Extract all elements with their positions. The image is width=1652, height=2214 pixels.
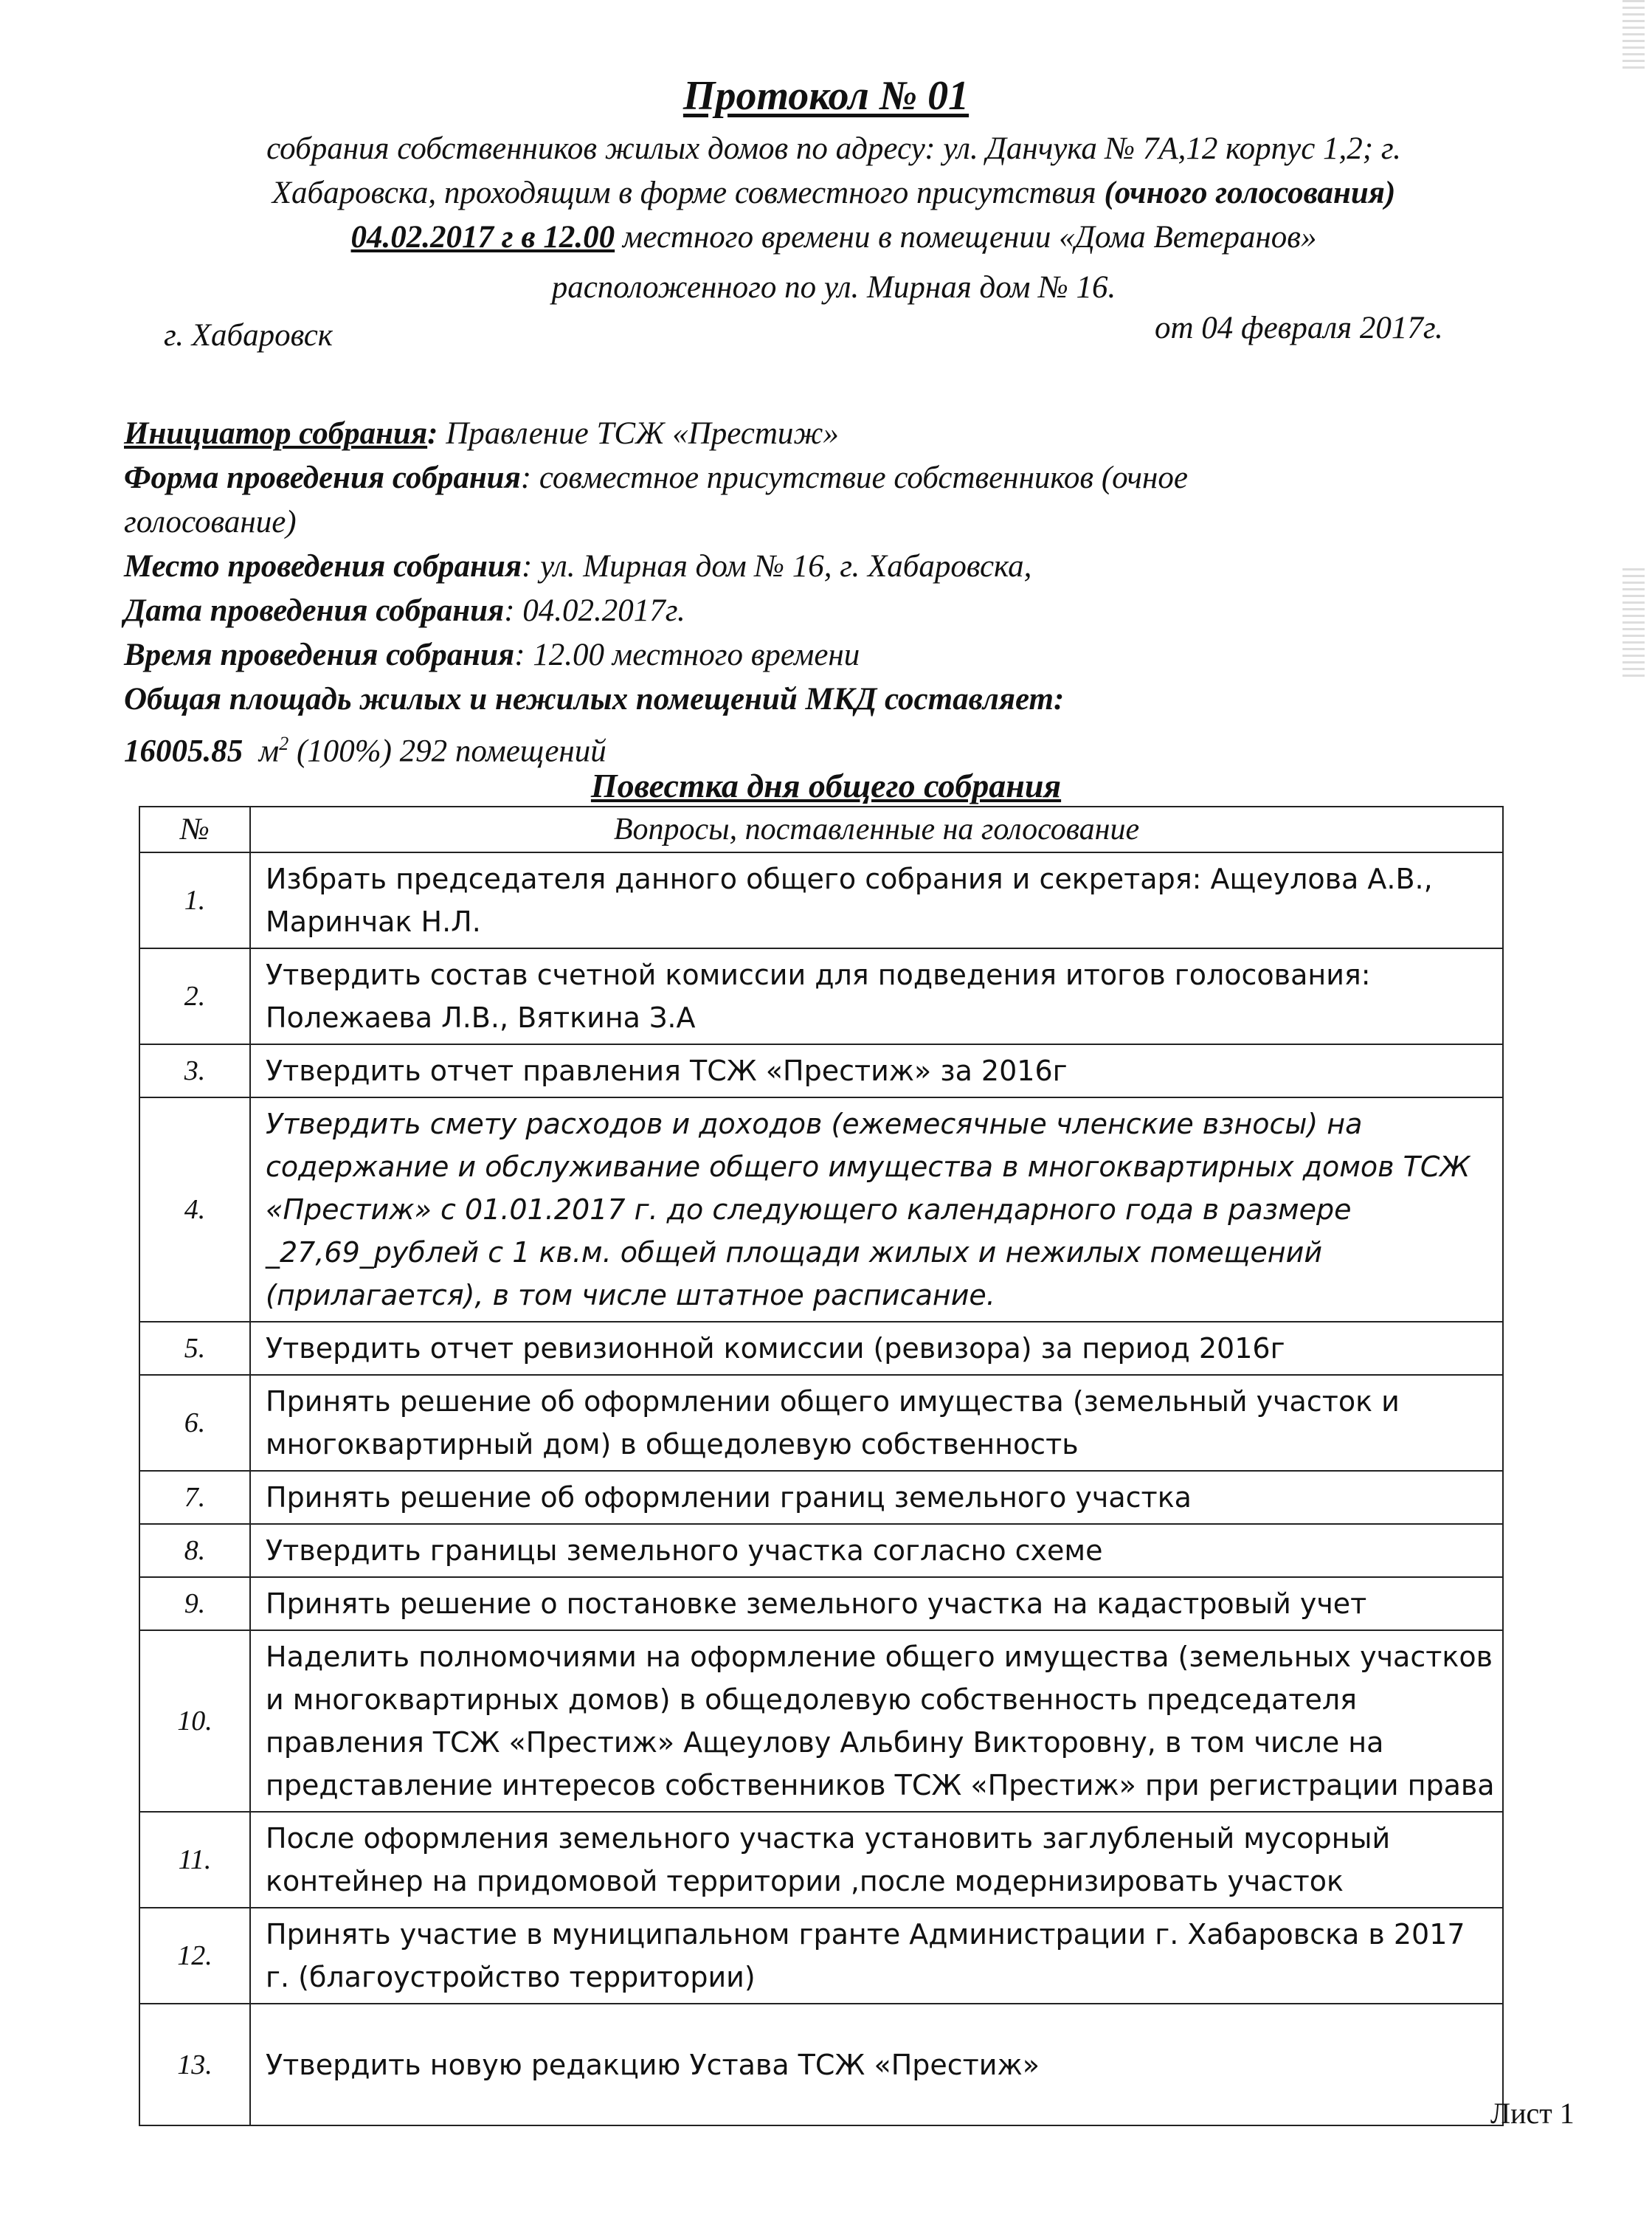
agenda-row-text: Утвердить границы земельного участка согласно схеме — [250, 1524, 1503, 1577]
agenda-row-text: Наделить полномочиями на оформление общего имущества (земельных участков и многоквартирных домов) в общедолевую собственность председателя правления ТСЖ «Престиж» Ащеулову Альбину Викторовну, в том числе на представление интересов собственников ТСЖ «Престиж» при регистрации права — [250, 1630, 1503, 1812]
initiator-line: Инициатор собрания: Правление ТСЖ «Престиж» — [124, 416, 839, 451]
agenda-row-text: Избрать председателя данного общего собрания и секретаря: Ащеулова А.В., Маринчак Н.Л. — [250, 852, 1503, 948]
place-line: Место проведения собрания: ул. Мирная дом № 16, г. Хабаровска, — [124, 549, 1032, 584]
agenda-row — [139, 852, 1503, 948]
agenda-row — [139, 2004, 1503, 2125]
document-header — [96, 127, 1572, 310]
form-label: Форма проведения собрания — [124, 461, 521, 495]
protocol-date: от 04 февраля 2017г. — [1155, 311, 1443, 345]
time-value: 12.00 местного времени — [525, 638, 860, 672]
area-unit-sup: 2 — [279, 733, 289, 754]
time-line: Время проведения собрания: 12.00 местного времени — [124, 638, 860, 672]
agenda-row — [139, 1630, 1503, 1812]
header-line-3-text: местного времени в помещении «Дома Ветеранов» — [615, 220, 1317, 255]
agenda-row-text: Утвердить смету расходов и доходов (ежемесячные членские взносы) на содержание и обслуживание общего имущества в многоквартирных домов ТСЖ «Престиж» с 01.01.2017 г. до следующего календарного года в размере _27,69_рублей с 1 кв.м. общей площади жилых и нежилых помещений (прилагается), в том числе штатное расписание. — [250, 1097, 1503, 1322]
time-label: Время проведения собрания — [124, 638, 515, 672]
agenda-row-num: 1. — [139, 852, 250, 948]
header-line-4: расположенного по ул. Мирная дом № 16. — [551, 270, 1116, 305]
agenda-row-text: Принять решение о постановке земельного участка на кадастровый учет — [250, 1577, 1503, 1630]
form-line-2: голосование) — [124, 505, 297, 539]
document-title: Протокол № 01 — [682, 73, 970, 119]
agenda-row-num: 6. — [139, 1375, 250, 1471]
agenda-row — [139, 1577, 1503, 1630]
date-line: Дата проведения собрания: 04.02.2017г. — [124, 593, 685, 628]
agenda-row — [139, 1044, 1503, 1097]
agenda-table — [139, 806, 1504, 2126]
agenda-row-text: После оформления земельного участка установить заглубленый мусорный контейнер на придомовой территории ,после модернизировать участок — [250, 1812, 1503, 1908]
agenda-row-text: Принять участие в муниципальном гранте Администрации г. Хабаровска в 2017 г. (благоустройство территории) — [250, 1908, 1503, 2004]
area-value: 16005.85 — [124, 734, 243, 769]
agenda-row — [139, 1812, 1503, 1908]
page-number: Лист 1 — [1490, 2097, 1575, 2130]
header-line-2-bold: (очного голосования) — [1104, 176, 1396, 210]
agenda-row — [139, 1524, 1503, 1577]
agenda-row — [139, 1097, 1503, 1322]
agenda-row-text: Утвердить состав счетной комиссии для подведения итогов голосования: Полежаева Л.В., Вяткина З.А — [250, 948, 1503, 1044]
header-line-2 — [96, 171, 1572, 215]
place-label: Место проведения собрания — [124, 549, 522, 584]
col-num-header: № — [139, 807, 250, 852]
agenda-row-num: 11. — [139, 1812, 250, 1908]
initiator-value: Правление ТСЖ «Престиж» — [438, 416, 839, 451]
city: г. Хабаровск — [164, 318, 333, 353]
agenda-row-num: 2. — [139, 948, 250, 1044]
area-label-line: Общая площадь жилых и нежилых помещений МКД составляет: — [124, 682, 1065, 717]
agenda-row-num: 9. — [139, 1577, 250, 1630]
agenda-row — [139, 948, 1503, 1044]
agenda-row-num: 12. — [139, 1908, 250, 2004]
scan-edge-noise-top — [1622, 0, 1645, 70]
agenda-row — [139, 1322, 1503, 1375]
header-line-2-text: Хабаровска, проходящим в форме совместного присутствия — [272, 176, 1105, 210]
header-line-1: собрания собственников жилых домов по адресу: ул. Данчука № 7А,12 корпус 1,2; г. — [266, 131, 1401, 166]
agenda-row-num: 3. — [139, 1044, 250, 1097]
initiator-label: Инициатор собрания — [124, 416, 428, 451]
agenda-row-text: Принять решение об оформлении общего имущества (земельный участок и многоквартирный дом) в общедолевую собственность — [250, 1375, 1503, 1471]
agenda-row — [139, 1375, 1503, 1471]
agenda-row-num: 8. — [139, 1524, 250, 1577]
agenda-row-text: Принять решение об оформлении границ земельного участка — [250, 1471, 1503, 1524]
agenda-row-text: Утвердить отчет правления ТСЖ «Престиж» за 2016г — [250, 1044, 1503, 1097]
area-rest: (100%) 292 помещений — [288, 734, 606, 769]
meeting-datetime: 04.02.2017 г в 12.00 — [350, 220, 615, 255]
area-unit: м — [258, 734, 280, 769]
scan-edge-noise-mid — [1622, 568, 1645, 679]
agenda-row-num: 10. — [139, 1630, 250, 1812]
agenda-row-num: 4. — [139, 1097, 250, 1322]
form-value: совместное присутствие собственников (очное — [531, 461, 1188, 495]
header-line-3 — [96, 215, 1572, 260]
agenda-header-row — [139, 807, 1503, 852]
date-value: 04.02.2017г. — [514, 593, 685, 628]
agenda-row-num: 7. — [139, 1471, 250, 1524]
agenda-row-text: Утвердить новую редакцию Устава ТСЖ «Престиж» — [250, 2004, 1503, 2125]
col-questions-header: Вопросы, поставленные на голосование — [250, 807, 1503, 852]
agenda-row-text: Утвердить отчет ревизионной комиссии (ревизора) за период 2016г — [250, 1322, 1503, 1375]
agenda-row — [139, 1471, 1503, 1524]
place-value: ул. Мирная дом № 16, г. Хабаровска, — [532, 549, 1032, 584]
date-label: Дата проведения собрания — [124, 593, 505, 628]
agenda-row — [139, 1908, 1503, 2004]
agenda-title: Повестка дня общего собрания — [590, 767, 1062, 804]
agenda-row-num: 5. — [139, 1322, 250, 1375]
agenda-row-num: 13. — [139, 2004, 250, 2125]
meeting-info — [124, 412, 1541, 773]
form-line: Форма проведения собрания: совместное присутствие собственников (очное — [124, 461, 1188, 495]
